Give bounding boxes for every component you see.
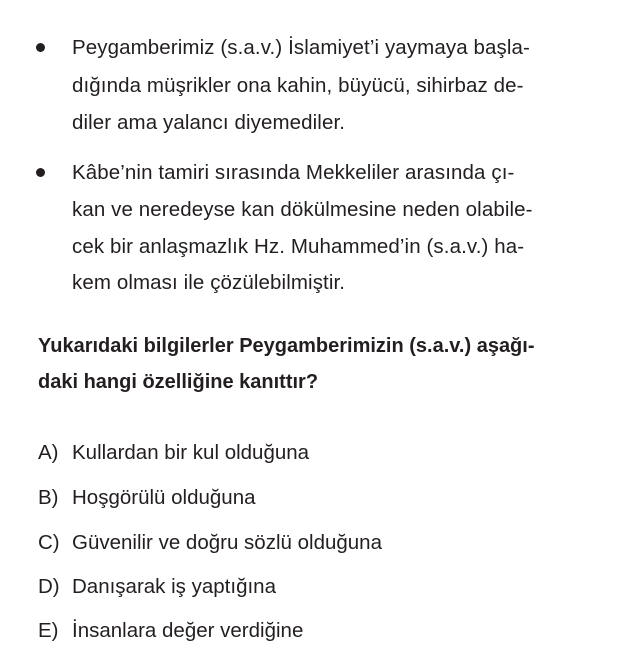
option-a-text: Kullardan bir kul olduğuna [72,441,310,464]
option-d-letter: D) [38,575,60,598]
option-d[interactable] [38,575,276,599]
bullet-1-line-3: diler ama yalancı diyemediler. [72,111,346,134]
option-c[interactable] [38,531,382,555]
option-b-letter: B) [38,486,59,509]
question-line-2: daki hangi özelliğine kanıttır? [38,371,319,393]
bullet-1-line-2: dığında müşrikler ona kahin, büyücü, sihirbaz de- [72,74,524,97]
question-line-1: Yukarıdaki bilgilerler Peygamberimizin (s.a.v.) aşağı- [38,335,535,357]
option-b[interactable] [38,486,256,510]
option-c-text: Güvenilir ve doğru sözlü olduğuna [72,531,382,554]
bullet-2-line-2: kan ve neredeyse kan dökülmesine neden olabile- [72,198,533,221]
option-a[interactable] [38,441,309,465]
option-e-letter: E) [38,619,59,642]
bullet-2-line-4: kem olması ile çözülebilmiştir. [72,271,346,294]
bullet-dot-icon [36,168,45,177]
option-a-letter: A) [38,441,59,464]
option-c-letter: C) [38,531,60,554]
option-d-text: Danışarak iş yaptığına [72,575,276,598]
option-e[interactable] [38,619,303,643]
bullet-dot-icon [36,43,45,52]
bullet-1-line-1: Peygamberimiz (s.a.v.) İslamiyet’i yaymaya başla- [72,36,530,59]
bullet-2-line-1: Kâbe’nin tamiri sırasında Mekkeliler arasında çı- [72,161,515,184]
option-b-text: Hoşgörülü olduğuna [72,486,256,509]
bullet-2-line-3: cek bir anlaşmazlık Hz. Muhammed’in (s.a.v.) ha- [72,235,525,258]
option-e-text: İnsanlara değer verdiğine [72,619,304,642]
